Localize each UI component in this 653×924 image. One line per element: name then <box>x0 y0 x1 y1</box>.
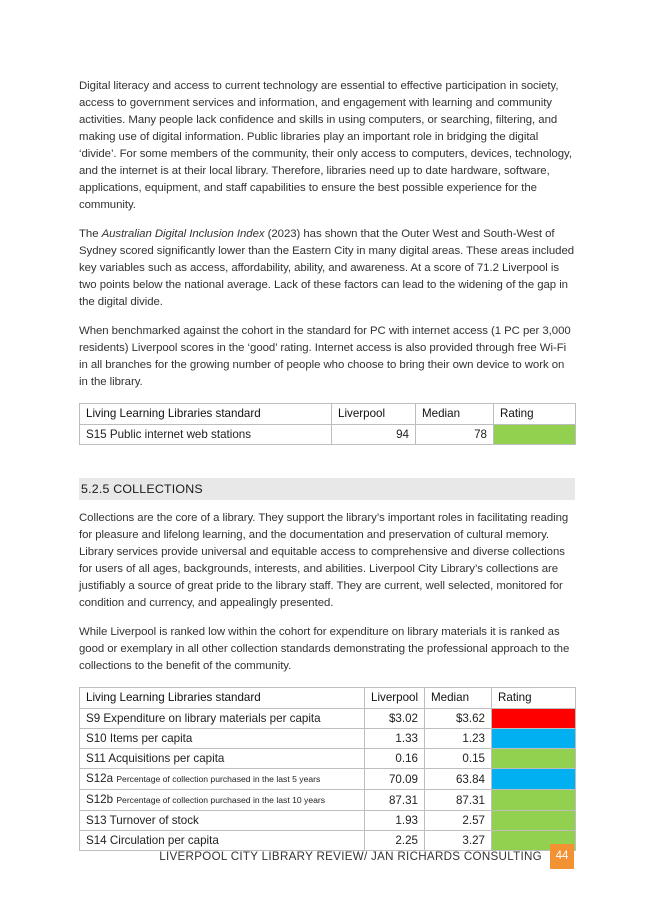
standard-cell <box>80 790 365 811</box>
page-footer <box>159 844 574 869</box>
table-row <box>80 749 576 769</box>
standard-cell <box>80 425 332 445</box>
rating-cell-good <box>492 749 576 769</box>
median-value: 3.27 <box>425 831 492 851</box>
median-value: 0.15 <box>425 749 492 769</box>
header-liverpool: Liverpool <box>365 688 425 709</box>
table-row <box>80 709 576 729</box>
standard-code: S11 <box>86 752 106 765</box>
standard-code: S13 <box>86 814 107 827</box>
median-value: 78 <box>416 425 494 445</box>
median-value: 87.31 <box>425 790 492 811</box>
header-median: Median <box>425 688 492 709</box>
header-rating: Rating <box>494 404 576 425</box>
table-row <box>80 811 576 831</box>
footer-title: LIVERPOOL CITY LIBRARY REVIEW/ JAN RICHARDS CONSULTING <box>159 850 542 863</box>
digital-inclusion-index-title: Australian Digital Inclusion Index <box>101 228 265 240</box>
liverpool-value: 2.25 <box>365 831 425 851</box>
page-number-badge: 44 <box>550 844 574 869</box>
standard-code: S12a <box>86 772 114 785</box>
liverpool-value: 1.93 <box>365 811 425 831</box>
table-row <box>80 425 576 445</box>
collections-paragraph-1: Collections are the core of a library. They support the library’s important roles in facilitating reading for pleasure and lifelong learning, and the documentation and preservation of cultural memory. Library services provide universal and equitable access to comprehensive and diverse collections for users of all ages, backgrounds, interests, and abilities. Liverpool City Library’s collections are justifiably a source of great pride to the library staff. They are current, well selected, monitored for condition and currency, and appealingly presented. <box>79 512 569 609</box>
median-value: 1.23 <box>425 729 492 749</box>
header-standard: Living Learning Libraries standard <box>80 404 332 425</box>
standard-cell <box>80 769 365 790</box>
median-value: 2.57 <box>425 811 492 831</box>
table-row <box>80 729 576 749</box>
intro-paragraph-2 <box>79 226 575 311</box>
intro-p2-lead: The <box>79 228 102 240</box>
liverpool-value: 94 <box>332 425 416 445</box>
standard-code: S9 <box>86 712 101 725</box>
intro-paragraph-3: When benchmarked against the cohort in the standard for PC with internet access (1 PC per 3,000 residents) Liverpool scores in the ‘good’ rating. Internet access is also provided through free Wi-Fi in all branches for the growing number of people who choose to bring their own device to work on in the library. <box>79 325 571 388</box>
standard-label: Expenditure on library materials per capita <box>103 712 321 725</box>
intro-paragraph-1: Digital literacy and access to current technology are essential to effective participation in society, access to government services and information, and engagement with learning and community activities. Many people lack confidence and skills in using computers, or searching, filtering, and making use of digital information. Public libraries play an important role in bridging the digital ‘divide’. For some members of the community, their only access to computers, devices, technology, and the internet is at their local library. Therefore, libraries need up to date hardware, software, applications, equipment, and staff capabilities to ensure the best possible experience for the community. <box>79 80 572 211</box>
table-row <box>80 769 576 790</box>
collections-paragraph-2: While Liverpool is ranked low within the cohort for expenditure on library materials it is ranked as good or exemplary in all other collection standards demonstrating the professional approach to the collections to the benefit of the community. <box>79 626 570 672</box>
rating-cell-good <box>494 425 576 445</box>
header-standard: Living Learning Libraries standard <box>80 688 365 709</box>
collections-standards-table <box>79 687 576 851</box>
standard-label: Public internet web stations <box>109 428 252 441</box>
liverpool-value: $3.02 <box>365 709 425 729</box>
standard-cell <box>80 811 365 831</box>
section-heading-collections: 5.2.5 COLLECTIONS <box>79 478 575 500</box>
standard-label: Turnover of stock <box>109 814 199 827</box>
liverpool-value: 0.16 <box>365 749 425 769</box>
standard-label: Circulation per capita <box>109 834 219 847</box>
table-header-row <box>80 688 576 709</box>
header-rating: Rating <box>492 688 576 709</box>
standard-label: Percentage of collection purchased in the last 5 years <box>116 774 321 784</box>
internet-standards-table <box>79 403 576 445</box>
median-value: $3.62 <box>425 709 492 729</box>
rating-cell-exemplary <box>492 729 576 749</box>
table-row <box>80 790 576 811</box>
standard-code: S15 <box>86 428 107 441</box>
standard-label: Acquisitions per capita <box>108 752 225 765</box>
intro-p2-rest: (2023) has shown that the Outer West and South-West of Sydney scored significantly lower than the Eastern City in many digital areas. These areas included key variables such as access, affordability, ability, and awareness. At a score of 71.2 Liverpool is two points below the national average. Lack of these factors can lead to the widening of the gap in the digital divide. <box>79 228 575 308</box>
liverpool-value: 1.33 <box>365 729 425 749</box>
rating-cell-below <box>492 709 576 729</box>
standard-cell <box>80 729 365 749</box>
rating-cell-exemplary <box>492 769 576 790</box>
standard-code: S14 <box>86 834 107 847</box>
liverpool-value: 87.31 <box>365 790 425 811</box>
header-median: Median <box>416 404 494 425</box>
table-header-row <box>80 404 576 425</box>
header-liverpool: Liverpool <box>332 404 416 425</box>
standard-cell <box>80 709 365 729</box>
rating-cell-good <box>492 811 576 831</box>
median-value: 63.84 <box>425 769 492 790</box>
standard-code: S12b <box>86 793 114 806</box>
rating-cell-good <box>492 790 576 811</box>
standard-cell <box>80 749 365 769</box>
standard-code: S10 <box>86 732 107 745</box>
standard-label: Percentage of collection purchased in the last 10 years <box>116 795 326 805</box>
liverpool-value: 70.09 <box>365 769 425 790</box>
standard-label: Items per capita <box>109 732 193 745</box>
document-page <box>79 78 575 851</box>
